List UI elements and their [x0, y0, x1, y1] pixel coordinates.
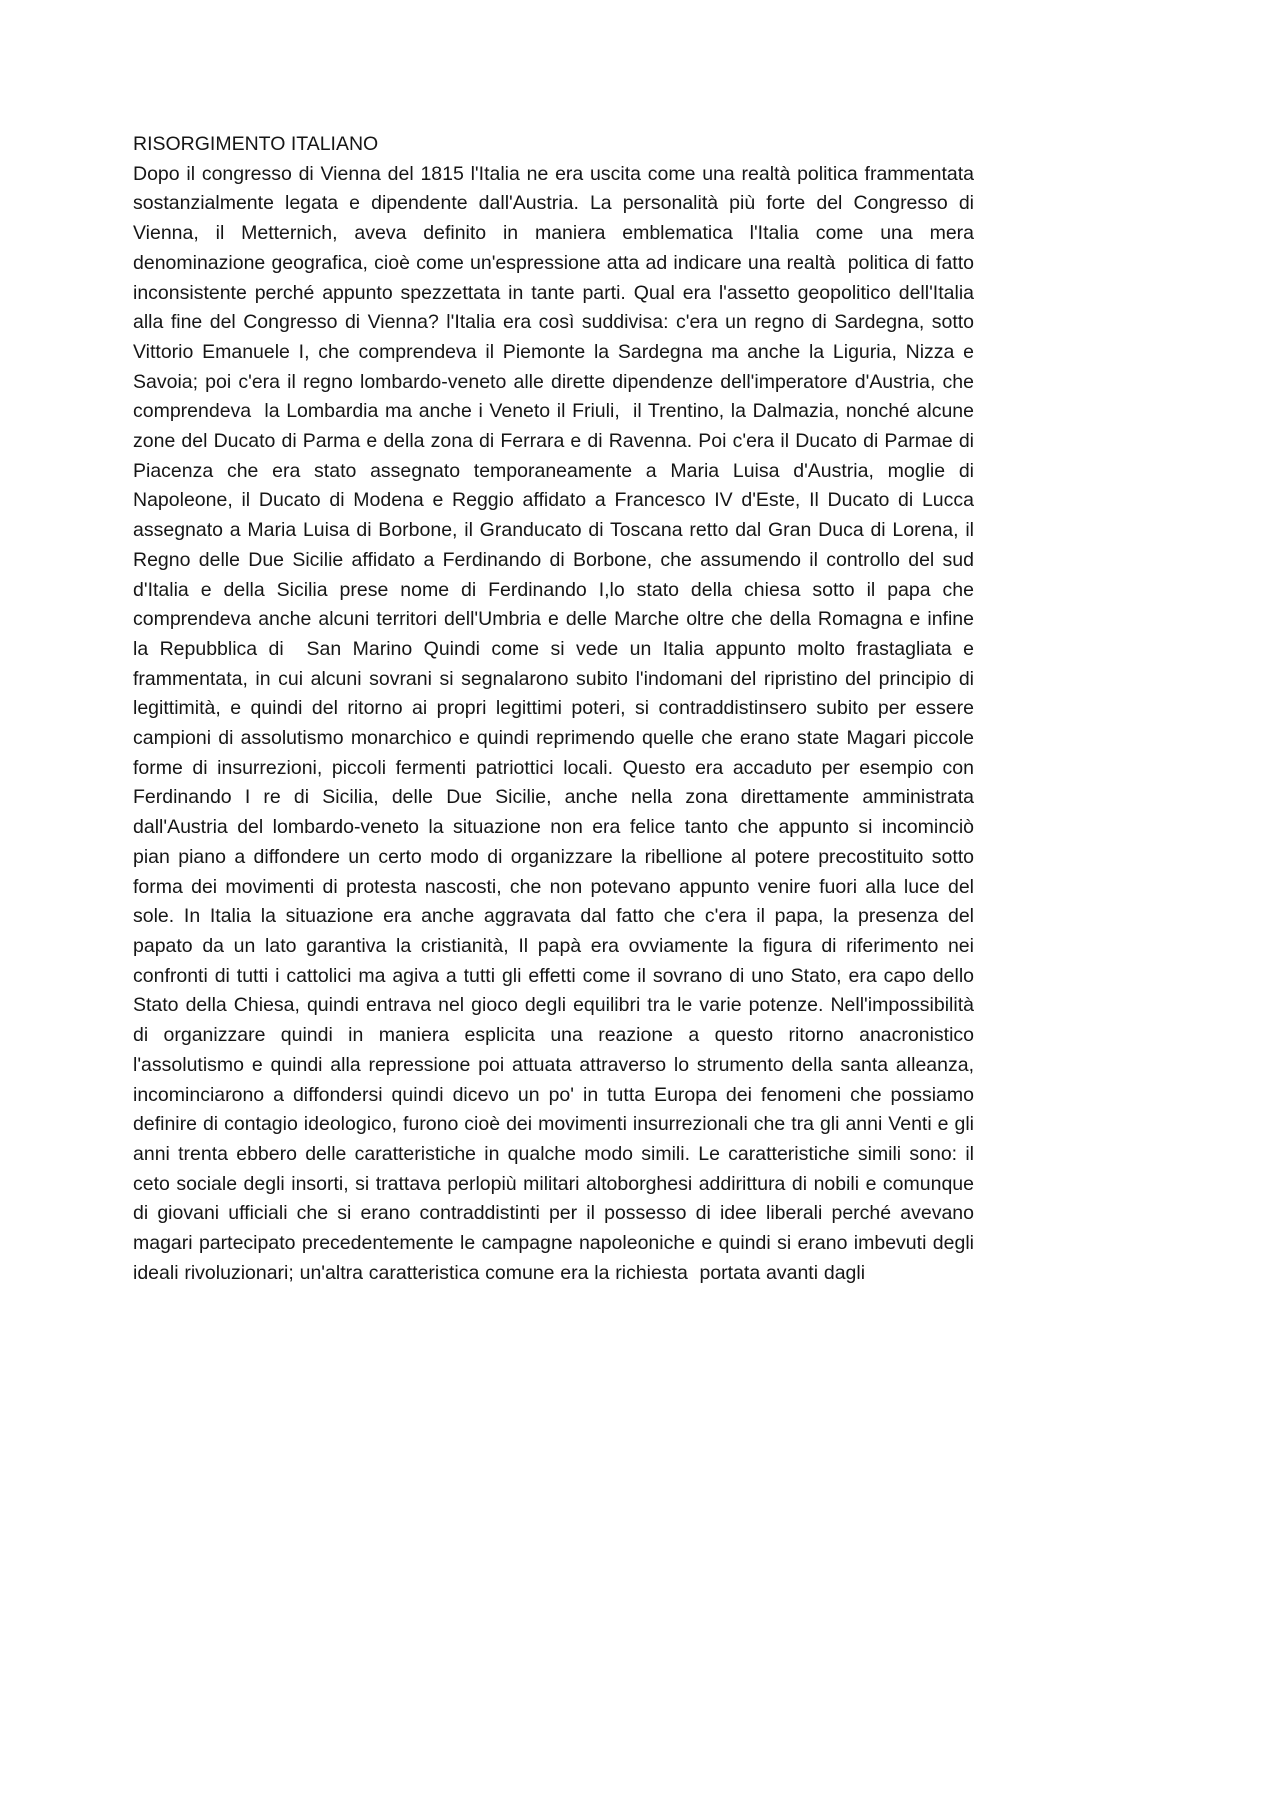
document-body: Dopo il congresso di Vienna del 1815 l'Italia ne era uscita come una realtà politica frammentata sostanzialmente legata e dipendente dall'Austria. La personalità più forte del Congresso di Vienna, il Metternich, aveva definito in maniera emblematica l'Italia come una mera denominazione geografica, cioè come un'espressione atta ad indicare una realtà politica di fatto inconsistente perché appunto spezzettata in tante parti. Qual era l'assetto geopolitico dell'Italia alla fine del Congresso di Vienna? l'Italia era così suddivisa: c'era un regno di Sardegna, sotto Vittorio Emanuele I, che comprendeva il Piemonte la Sardegna ma anche la Liguria, Nizza e Savoia; poi c'era il regno lombardo-veneto alle dirette dipendenze dell'imperatore d'Austria, che comprendeva la Lombardia ma anche i Veneto il Friuli, il Trentino, la Dalmazia, nonché alcune zone del Ducato di Parma e della zona di Ferrara e di Ravenna. Poi c'era il Ducato di Parmae di Piacenza che era stato assegnato temporaneamente a Maria Luisa d'Austria, moglie di Napoleone, il Ducato di Modena e Reggio affidato a Francesco IV d'Este, Il Ducato di Lucca assegnato a Maria Luisa di Borbone, il Granducato di Toscana retto dal Gran Duca di Lorena, il Regno delle Due Sicilie affidato a Ferdinando di Borbone, che assumendo il controllo del sud d'Italia e della Sicilia prese nome di Ferdinando I,lo stato della chiesa sotto il papa che comprendeva anche alcuni territori dell'Umbria e delle Marche oltre che della Romagna e infine la Repubblica di San Marino Quindi come si vede un Italia appunto molto frastagliata e frammentata, in cui alcuni sovrani si segnalarono subito l'indomani del ripristino del principio di legittimità, e quindi del ritorno ai propri legittimi poteri, si contraddistinsero subito per essere campioni di assolutismo monarchico e quindi reprimendo quelle che erano state Magari piccole forme di insurrezioni, piccoli fermenti patriottici locali. Questo era accaduto per esempio con Ferdinando I re di Sicilia, delle Due Sicilie, anche nella zona direttamente amministrata dall'Austria del lombardo-veneto la situazione non era felice tanto che appunto si incominciò pian piano a diffondere un certo modo di organizzare la ribellione al potere precostituito sotto forma dei movimenti di protesta nascosti, che non potevano appunto venire fuori alla luce del sole. In Italia la situazione era anche aggravata dal fatto che c'era il papa, la presenza del papato da un lato garantiva la cristianità, Il papà era ovviamente la figura di riferimento nei confronti di tutti i cattolici ma agiva a tutti gli effetti come il sovrano di uno Stato, era capo dello Stato della Chiesa, quindi entrava nel gioco degli equilibri tra le varie potenze. Nell'impossibilità di organizzare quindi in maniera esplicita una reazione a questo ritorno anacronistico l'assolutismo e quindi alla repressione poi attuata attraverso lo strumento della santa alleanza, incominciarono a diffondersi quindi dicevo un po' in tutta Europa dei fenomeni che possiamo definire di contagio ideologico, furono cioè dei movimenti insurrezionali che tra gli anni Venti e gli anni trenta ebbero delle caratteristiche in qualche modo simili. Le caratteristiche simili sono: il ceto sociale degli insorti, si trattava perlopiù militari altoborghesi addirittura di nobili e comunque di giovani ufficiali che si erano contraddistinti per il possesso di idee liberali perché avevano magari partecipato precedentemente le campagne napoleoniche e quindi si erano imbevuti degli ideali rivoluzionari; un'altra caratteristica comune era la richiesta portata avanti dagli [133, 162, 986, 1284]
document-title: RISORGIMENTO ITALIANO [133, 133, 379, 155]
